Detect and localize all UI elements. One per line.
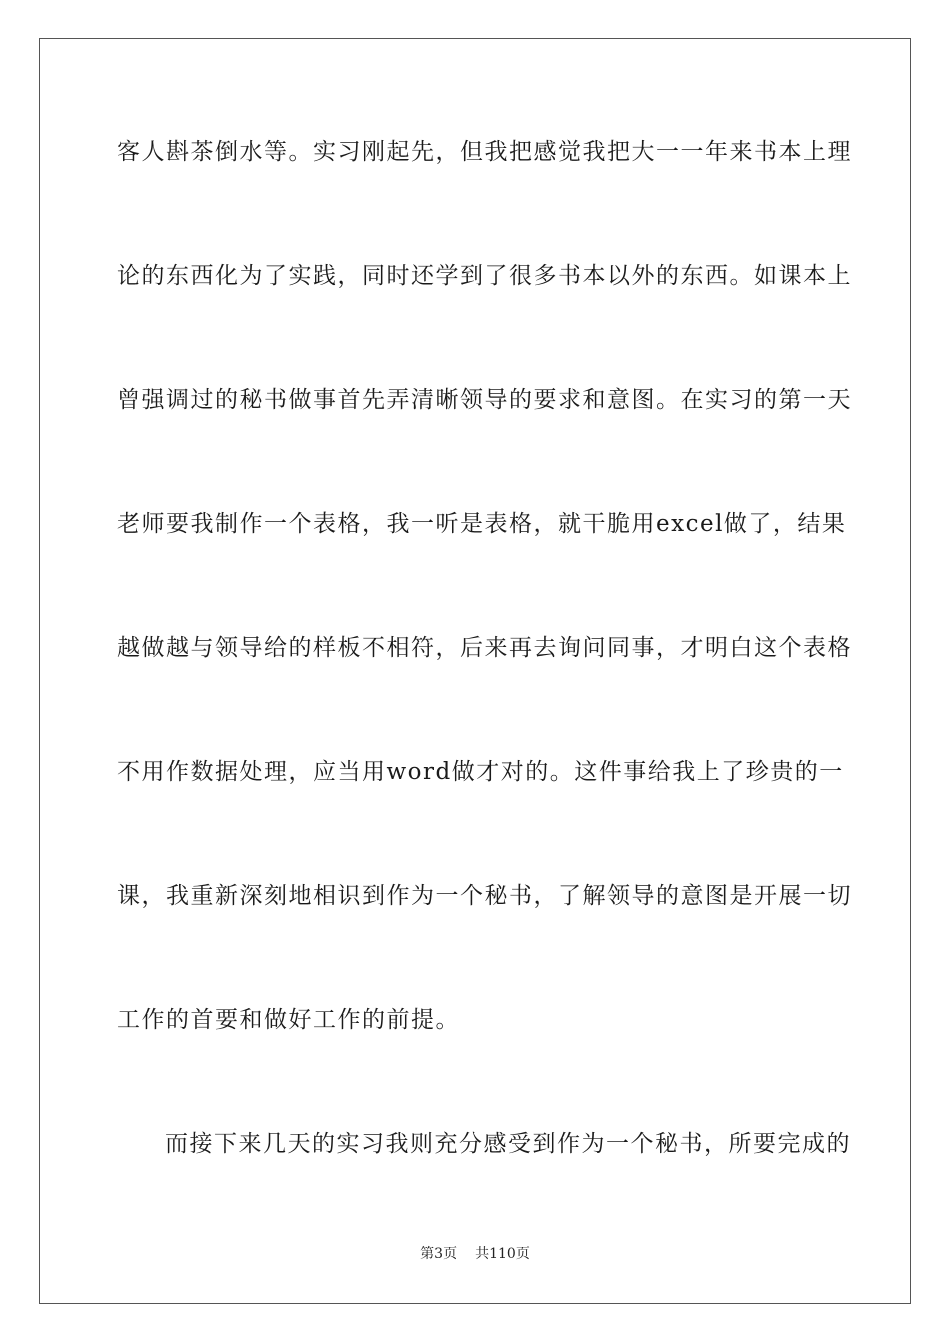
- page-border: [39, 38, 911, 1304]
- body-text-line: 课，我重新深刻地相识到作为一个秘书，了解领导的意图是开展一切: [117, 883, 852, 909]
- body-text-line: 论的东西化为了实践，同时还学到了很多书本以外的东西。如课本上: [117, 263, 852, 289]
- body-text-line: 老师要我制作一个表格，我一听是表格，就干脆用excel做了，结果: [117, 511, 847, 537]
- total-pages: 共110页: [475, 1246, 530, 1262]
- body-text-line: 工作的首要和做好工作的前提。: [117, 1007, 460, 1033]
- page-number: 第3页: [420, 1246, 458, 1262]
- body-text-line: 曾强调过的秘书做事首先弄清晰领导的要求和意图。在实习的第一天: [117, 387, 852, 413]
- body-text-line: 越做越与领导给的样板不相符，后来再去询问同事，才明白这个表格: [117, 635, 852, 661]
- page-footer: [0, 1245, 950, 1263]
- body-text-line: 不用作数据处理，应当用word做才对的。这件事给我上了珍贵的一: [117, 759, 844, 785]
- body-text-line: 而接下来几天的实习我则充分感受到作为一个秘书，所要完成的: [165, 1131, 851, 1157]
- body-text-line: 客人斟茶倒水等。实习刚起先，但我把感觉我把大一一年来书本上理: [117, 139, 852, 165]
